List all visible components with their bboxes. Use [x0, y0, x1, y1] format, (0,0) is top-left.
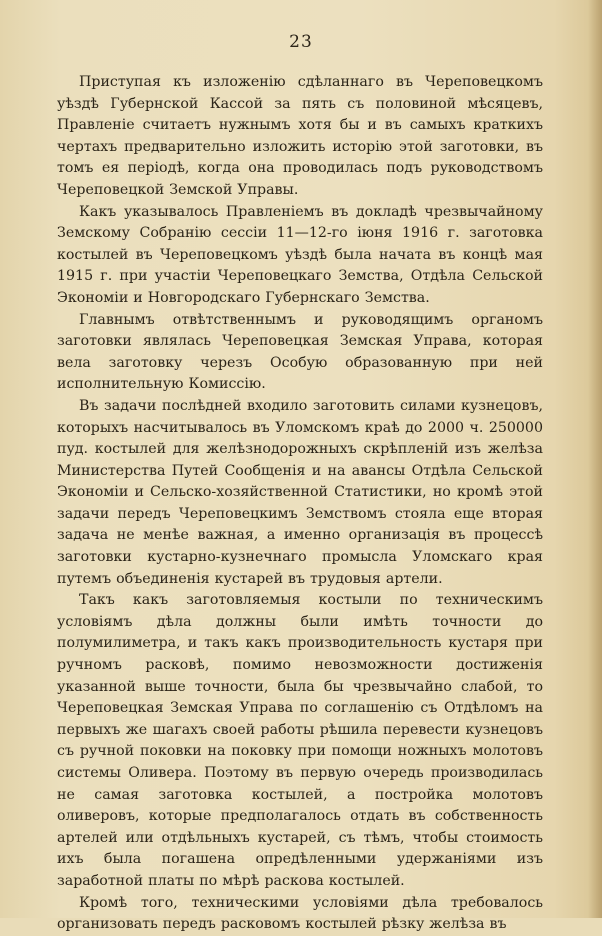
paragraph-main-organ: Главнымъ отвѣтственнымъ и руководящимъ органомъ заготовки являлась Череповецкая Земская Управа, которая вела заготовку черезъ Особую образованную при ней исполнительную Комиссію. [57, 311, 543, 393]
paragraph-technical-conditions: Такъ какъ заготовляемыя костыли по техническимъ условіямъ дѣла должны были имѣть точности до полумилиметра, и такъ какъ производительность кустаря при ручномъ расковѣ, помимо невозможности достиженія указанной выше точности, была бы чрезвычайно слабой, то Череповецкая Земская Управа по соглашенію съ Отдѣломъ на первыхъ же шагахъ своей работы рѣшила перевести кузнецовъ съ ручной поковки на поковку при помощи ножныхъ молотовъ системы Оливера. Поэтому въ первую очередь производилась не самая заготовка костылей, а постройка молотовъ оливеровъ, которые предполагалось отдать въ собственность артелей или отдѣльныхъ кустарей, съ тѣмъ, чтобы стоимость ихъ была погашена опредѣленными удержаніями изъ заработной платы по мѣрѣ раскова костылей. [57, 592, 543, 889]
page-edge-shadow [588, 0, 602, 918]
body-text [57, 72, 543, 936]
paragraph-intro: Приступая къ изложенію сдѣланнаго въ Череповецкомъ уѣздѣ Губернской Кассой за пять съ половиной мѣсяцевъ, Правленіе считаетъ нужнымъ хотя бы и въ самыхъ краткихъ чертахъ предварительно изложить исторію этой заготовки, въ томъ ея періодѣ, когда она проводилась подъ руководствомъ Череповецкой Земской Управы. [57, 74, 543, 198]
paragraph-cutting-iron: Кромѣ того, техническими условіями дѣла требовалось организовать передъ расковомъ костылей рѣзку желѣза въ [57, 894, 543, 933]
paragraph-tasks: Въ задачи послѣдней входило заготовить силами кузнецовъ, которыхъ насчитывалось въ Уломскомъ краѣ до 2000 ч. 250000 пуд. костылей для желѣзнодорожныхъ скрѣпленій изъ желѣза Министерства Путей Сообщенія и на авансы Отдѣла Сельской Экономіи и Сельско-хозяйственной Статистики, но кромѣ этой задачи передъ Череповецкимъ Земствомъ стояла еще вторая задача не менѣе важная, а именно организація въ процессѣ заготовки кустарно-кузнечнаго промысла Уломскаго края путемъ объединенія кустарей въ трудовыя артели. [57, 397, 543, 587]
paragraph-report-reference: Какъ указывалось Правленіемъ въ докладѣ чрезвычайному Земскому Собранію сессіи 11—12-го іюня 1916 г. заготовка костылей въ Череповецкомъ уѣздѣ была начата въ концѣ мая 1915 г. при участіи Череповецкаго Земства, Отдѣла Сельской Экономіи и Новгородскаго Губернскаго Земства. [57, 203, 543, 306]
page-number: 23 [289, 32, 313, 52]
